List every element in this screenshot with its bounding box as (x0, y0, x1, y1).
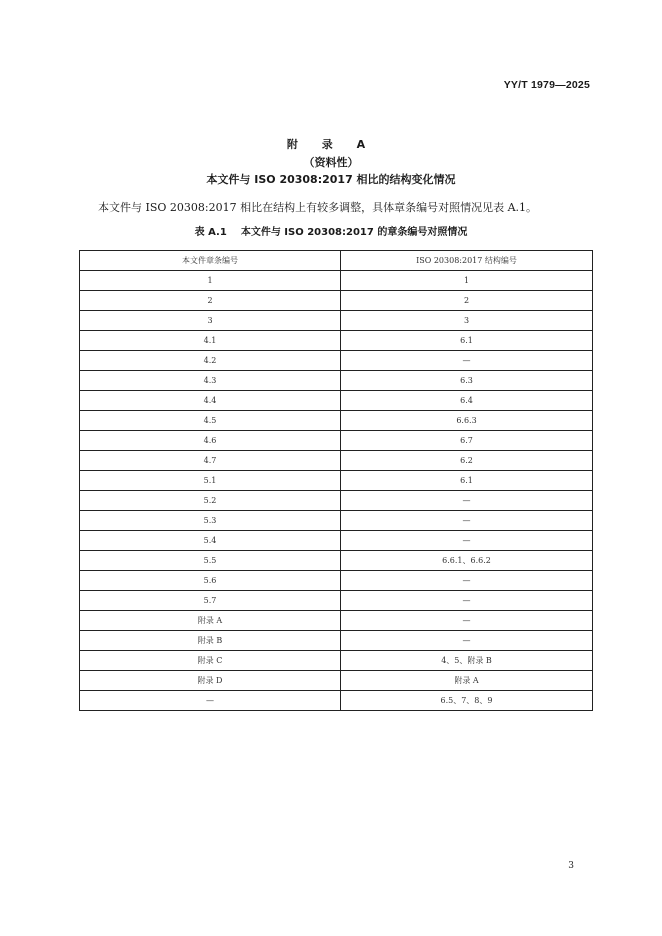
cell-this-document: 5.6 (80, 571, 341, 591)
cell-this-document: 5.5 (80, 551, 341, 571)
annex-title: 附 录 A (286, 138, 376, 151)
table-caption: 本文件与 ISO 20308:2017 的章条编号对照情况 (240, 227, 468, 238)
cell-iso: — (341, 571, 593, 591)
cell-this-document: 4.6 (80, 431, 341, 451)
cell-iso: 附录 A (341, 671, 593, 691)
page-number: 3 (568, 861, 574, 871)
table-row (80, 531, 593, 551)
cell-iso: 6.6.1、6.6.2 (341, 551, 593, 571)
cell-this-document: 5.3 (80, 511, 341, 531)
table-row (80, 291, 593, 311)
cell-this-document: 附录 C (80, 651, 341, 671)
intro-paragraph: 本文件与 ISO 20308:2017 相比在结构上有较多调整，具体章条编号对照情况见表 A.1。 (98, 201, 538, 214)
table-row (80, 691, 593, 711)
cell-this-document: 5.4 (80, 531, 341, 551)
table-body (80, 271, 593, 711)
cell-iso: — (341, 591, 593, 611)
cell-this-document: 5.1 (80, 471, 341, 491)
table-row (80, 471, 593, 491)
cell-this-document: 4.2 (80, 351, 341, 371)
header-iso: ISO 20308:2017 结构编号 (341, 251, 593, 271)
cell-this-document: 4.3 (80, 371, 341, 391)
cell-iso: 6.1 (341, 331, 593, 351)
table-row (80, 671, 593, 691)
table-title (0, 223, 662, 238)
cell-this-document: 2 (80, 291, 341, 311)
cell-iso: 6.3 (341, 371, 593, 391)
cell-iso: — (341, 491, 593, 511)
table-number: 表 A.1 (194, 227, 227, 238)
table-row (80, 591, 593, 611)
standard-code: YY/T 1979—2025 (503, 79, 590, 91)
table-row (80, 271, 593, 291)
table-row (80, 451, 593, 471)
table-header-row (80, 251, 593, 271)
cell-iso: 1 (341, 271, 593, 291)
cell-iso: 6.2 (341, 451, 593, 471)
table-row (80, 431, 593, 451)
cell-iso: — (341, 351, 593, 371)
cell-this-document: 4.1 (80, 331, 341, 351)
cell-iso: 4、5、附录 B (341, 651, 593, 671)
table-row (80, 351, 593, 371)
cell-this-document: — (80, 691, 341, 711)
cell-iso: — (341, 531, 593, 551)
cell-this-document: 附录 B (80, 631, 341, 651)
table-row (80, 491, 593, 511)
cell-this-document: 4.4 (80, 391, 341, 411)
table-row (80, 571, 593, 591)
cell-iso: — (341, 511, 593, 531)
cell-this-document: 附录 A (80, 611, 341, 631)
cell-this-document: 3 (80, 311, 341, 331)
cell-this-document: 5.2 (80, 491, 341, 511)
table-row (80, 331, 593, 351)
cell-iso: 3 (341, 311, 593, 331)
clause-mapping-table (79, 250, 593, 711)
cell-this-document: 5.7 (80, 591, 341, 611)
cell-iso: 6.1 (341, 471, 593, 491)
header-this-document: 本文件章条编号 (80, 251, 341, 271)
cell-iso: — (341, 611, 593, 631)
table-row (80, 371, 593, 391)
cell-this-document: 1 (80, 271, 341, 291)
table-row (80, 551, 593, 571)
cell-this-document: 附录 D (80, 671, 341, 691)
table-row (80, 311, 593, 331)
cell-iso: 6.7 (341, 431, 593, 451)
table-row (80, 611, 593, 631)
table-row (80, 631, 593, 651)
cell-iso: — (341, 631, 593, 651)
table-row (80, 411, 593, 431)
table-row (80, 651, 593, 671)
cell-iso: 6.6.3 (341, 411, 593, 431)
annex-heading: 本文件与 ISO 20308:2017 相比的结构变化情况 (206, 173, 456, 186)
table-row (80, 511, 593, 531)
cell-this-document: 4.5 (80, 411, 341, 431)
cell-iso: 6.4 (341, 391, 593, 411)
table-row (80, 391, 593, 411)
cell-iso: 6.5、7、8、9 (341, 691, 593, 711)
cell-this-document: 4.7 (80, 451, 341, 471)
annex-nature: （资料性） (303, 156, 359, 169)
cell-iso: 2 (341, 291, 593, 311)
